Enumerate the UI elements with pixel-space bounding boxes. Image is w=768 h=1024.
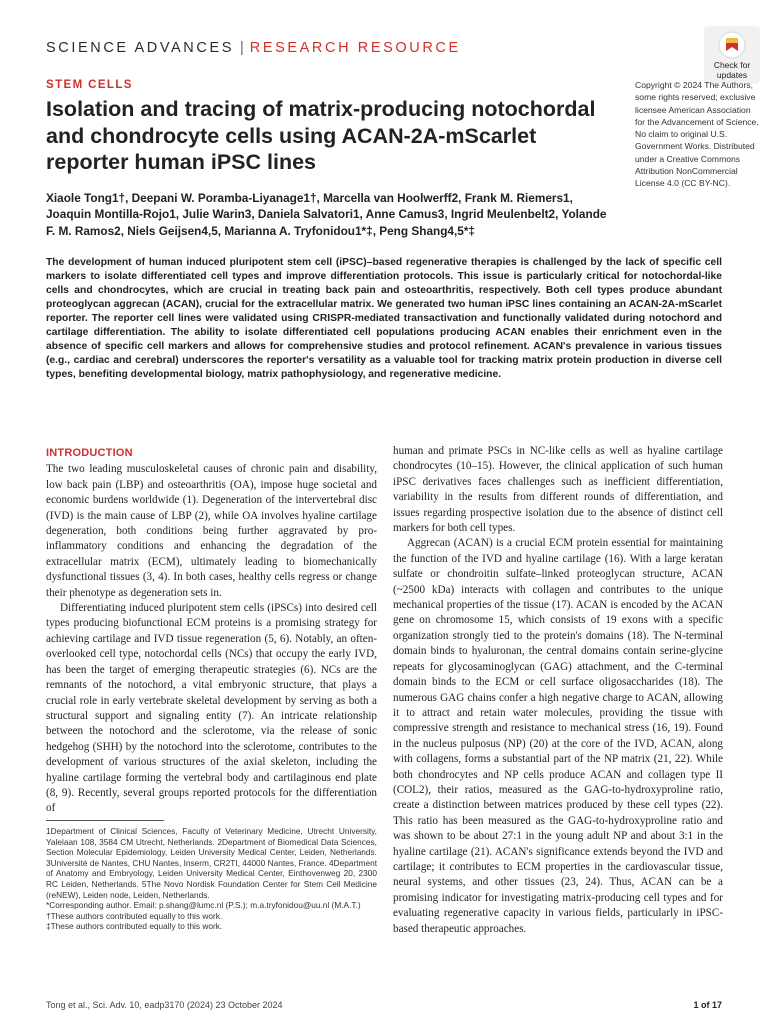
body-paragraph: The two leading musculoskeletal causes of chronic pain and disability, low back pain (LBP) and osteoarthritis (OA), impose huge societal and economic burdens worldwide (1). Degeneration of the intervertebral disc (IVD) is the main cause of LBP (2), while OA involves hyaline cartilage degeneration, both conditions being further aggravated by pro-inflammatory conditions and enhancing the degradation of the extracellular matrix (ECM), ultimately leading to biomechanically dysfunctional tissues (3, 4). In both cases, healthy cells regress or change their phenotype as degeneration sets in. bbox=[46, 463, 377, 599]
equal-contribution-footnote: †These authors contributed equally to this work. bbox=[46, 910, 223, 921]
author-list-text: Xiaole Tong1†, Deepani W. Poramba-Liyanage1†, Marcella van Hoolwerff2, Frank M. Riemers1, Joaquin Montilla-Rojo1, Julie Warin3, Daniela Salvatori1, Anne Camus3, Ingrid Meulenbelt2, Yolande F. M. Ramos2, Niels Geijsen4,5, Marianna A. Tryfonidou1*‡, Peng Shang4,5*‡ bbox=[46, 191, 607, 238]
page-footer bbox=[46, 1000, 722, 1010]
crossmark-icon bbox=[717, 30, 747, 60]
article-section: RESEARCH RESOURCE bbox=[249, 40, 461, 56]
body-paragraph: human and primate PSCs in NC-like cells as well as hyaline cartilage chondrocytes (10–15). However, the clinical application of such human iPSC derivatives faces challenges such as inefficient differentiation, variability in the results from different rounds of differentiation, and issues regarding prospective isolation due to the absence of distinct cell markers for both cell types. bbox=[393, 445, 723, 535]
page-number: 1 of 17 bbox=[693, 1000, 722, 1010]
check-updates-line1: Check for bbox=[713, 60, 751, 70]
section-heading-introduction: INTRODUCTION bbox=[46, 447, 133, 459]
body-paragraph: Differentiating induced pluripotent stem cells (iPSCs) into desired cell types producing biofunctional ECM proteins is a promising strategy for achieving cartilage and IVD tissue regeneration (5, 6). Notably, an often-overlooked cell type, notochordal cells (NCs) that occupy the early IVD, has been the target of emerging therapeutic strategies (6). NCs are the remnants of the notochord, a vital embryonic structure, that plays a crucial role in early vertebrate skeletal development by serving as both a structural support and signaling entity (7). An intricate relationship between the notochord and the sclerotome, via the release of sonic hedgehog (SHH) by the notochord into the sclerotome, contributes to the development of various structures of the axial skeleton, including the hyaline cartilage forming the vertebral body and cartilaginous end plate (8, 9). Recently, several groups reported protocols for the differentiation of bbox=[46, 602, 377, 815]
copyright-notice: Copyright © 2024 The Authors, some rights reserved; exclusive licensee American Association for the Advancement of Science. No claim to original U.S. Government Works. Distributed under a Creative Commons Attribution NonCommercial License 4.0 (CC BY-NC). bbox=[635, 80, 759, 189]
left-column bbox=[46, 446, 377, 817]
check-for-updates-button[interactable] bbox=[704, 26, 760, 84]
subject-kicker: STEM CELLS bbox=[46, 79, 133, 91]
right-column bbox=[393, 444, 723, 937]
footnotes bbox=[46, 826, 377, 932]
check-updates-line2: updates bbox=[716, 69, 748, 80]
article-title: Isolation and tracing of matrix-producing notochordal and chondrocyte cells using ACAN-2A-mScarlet reporter human iPSC lines bbox=[46, 97, 596, 174]
journal-name: SCIENCE ADVANCES bbox=[46, 40, 234, 56]
author-list bbox=[46, 190, 616, 239]
equal-contribution-footnote: ‡These authors contributed equally to this work. bbox=[46, 921, 223, 932]
journal-header bbox=[46, 40, 706, 56]
header-separator: | bbox=[239, 40, 244, 56]
affiliations-footnote: 1Department of Clinical Sciences, Faculty of Veterinary Medicine, Utrecht University, Yalelaan 108, 3584 CM Utrecht, Netherlands. 2Department of Biomedical Data Sciences, Section Molecular Epidemiology, Leiden University Medical Center, Leiden, Netherlands. 3Université de Nantes, CHU Nantes, Inserm, CR2TI, 44000 Nantes, France. 4Department of Anatomy and Embryology, Leiden University Medical Center, Einthovenweg 20, 2300 RC Leiden, Netherlands. 5The Novo Nordisk Foundation Center for Stem Cell Medicine (reNEW), Leiden node, Leiden, Netherlands. bbox=[46, 826, 377, 900]
body-paragraph: Aggrecan (ACAN) is a crucial ECM protein essential for maintaining the function of the IVD and hyaline cartilage (16). With a large keratan sulfate or chondroitin sulfate–linked proteoglycan structure, ACAN (~2500 kDa) interacts with collagen and contributes to the unique mechanical properties of the tissue (17). ACAN is encoded by the ACAN gene on chromosome 15, which consists of 19 exons with a specific organization strongly tied to the protein's domains (18). The N-terminal domain binds to hyaluronan, the central domains contain serine-glycine repeats for glycosaminoglycan (GAG) attachment, and the C-terminal domain binds to the ECM or cell surface oligosaccharides (18). The numerous GAG chains confer a high negative charge to ACAN, allowing it to attract and retain water molecules, providing the tissue with compressive strength and resistance to mechanical stress (16, 19). Found in the nucleus pulposus (NP) (20) at the core of the IVD, ACAN, along with collagens, forms a substantial part of the NP matrix (21, 22). While both chondrocytes and NP cells produce ACAN and collagen type II (COL2), their ratios, measured as the GAG-to-hydroxyproline ratio, create a distinction between matrices produced by these cell types (22). This ratio has been measured as the GAG-to-hydroxyproline ratio and was shown to be about 27:1 in the young adult NP and about 3:1 in the hyaline cartilage (21). ACAN's significance extends beyond the IVD and cartilage; it contributes to ECM properties in the cardiovascular tissue, neural systems, and other tissues (23, 24). Thus, ACAN can be a promising indicator for investigating matrix-producing cell types and for evaluating regenerative capacity in various fields, particularly in iPSC-based therapeutic approaches. bbox=[393, 537, 723, 935]
abstract: The development of human induced pluripotent stem cell (iPSC)–based regenerative therapies is challenged by the lack of specific cell markers to isolate differentiated cell types and improve differentiation protocols. This issue is particularly critical for notochordal-like cells and chondrocytes, which are crucial in treating back pain and osteoarthritis, respectively. Both cell types produce abundant proteoglycan aggrecan (ACAN), crucial for the extracellular matrix. We generated two human iPSC lines containing an ACAN-2A-mScarlet reporter. The reporter cell lines were validated using CRISPR-mediated transactivation and functionally validated during notochord and cartilage differentiation. The ability to isolate differentiated cell populations producing ACAN enables their enrichment even in the absence of specific cell markers and allows for comprehensive studies and protocol refinement. ACAN's prevalence in various tissues (e.g., cardiac and cerebral) underscores the reporter's versatility as a valuable tool for tracking matrix protein production in diverse cell types, benefiting developmental biology, matrix pathophysiology, and regenerative medicine. bbox=[46, 257, 722, 380]
citation-line: Tong et al., Sci. Adv. 10, eadp3170 (2024) 23 October 2024 bbox=[46, 1000, 283, 1010]
footnote-divider bbox=[46, 820, 164, 821]
corresponding-author-footnote: *Corresponding author. Email: p.shang@lumc.nl (P.S.); m.a.tryfonidou@uu.nl (M.A.T.) bbox=[46, 900, 361, 911]
